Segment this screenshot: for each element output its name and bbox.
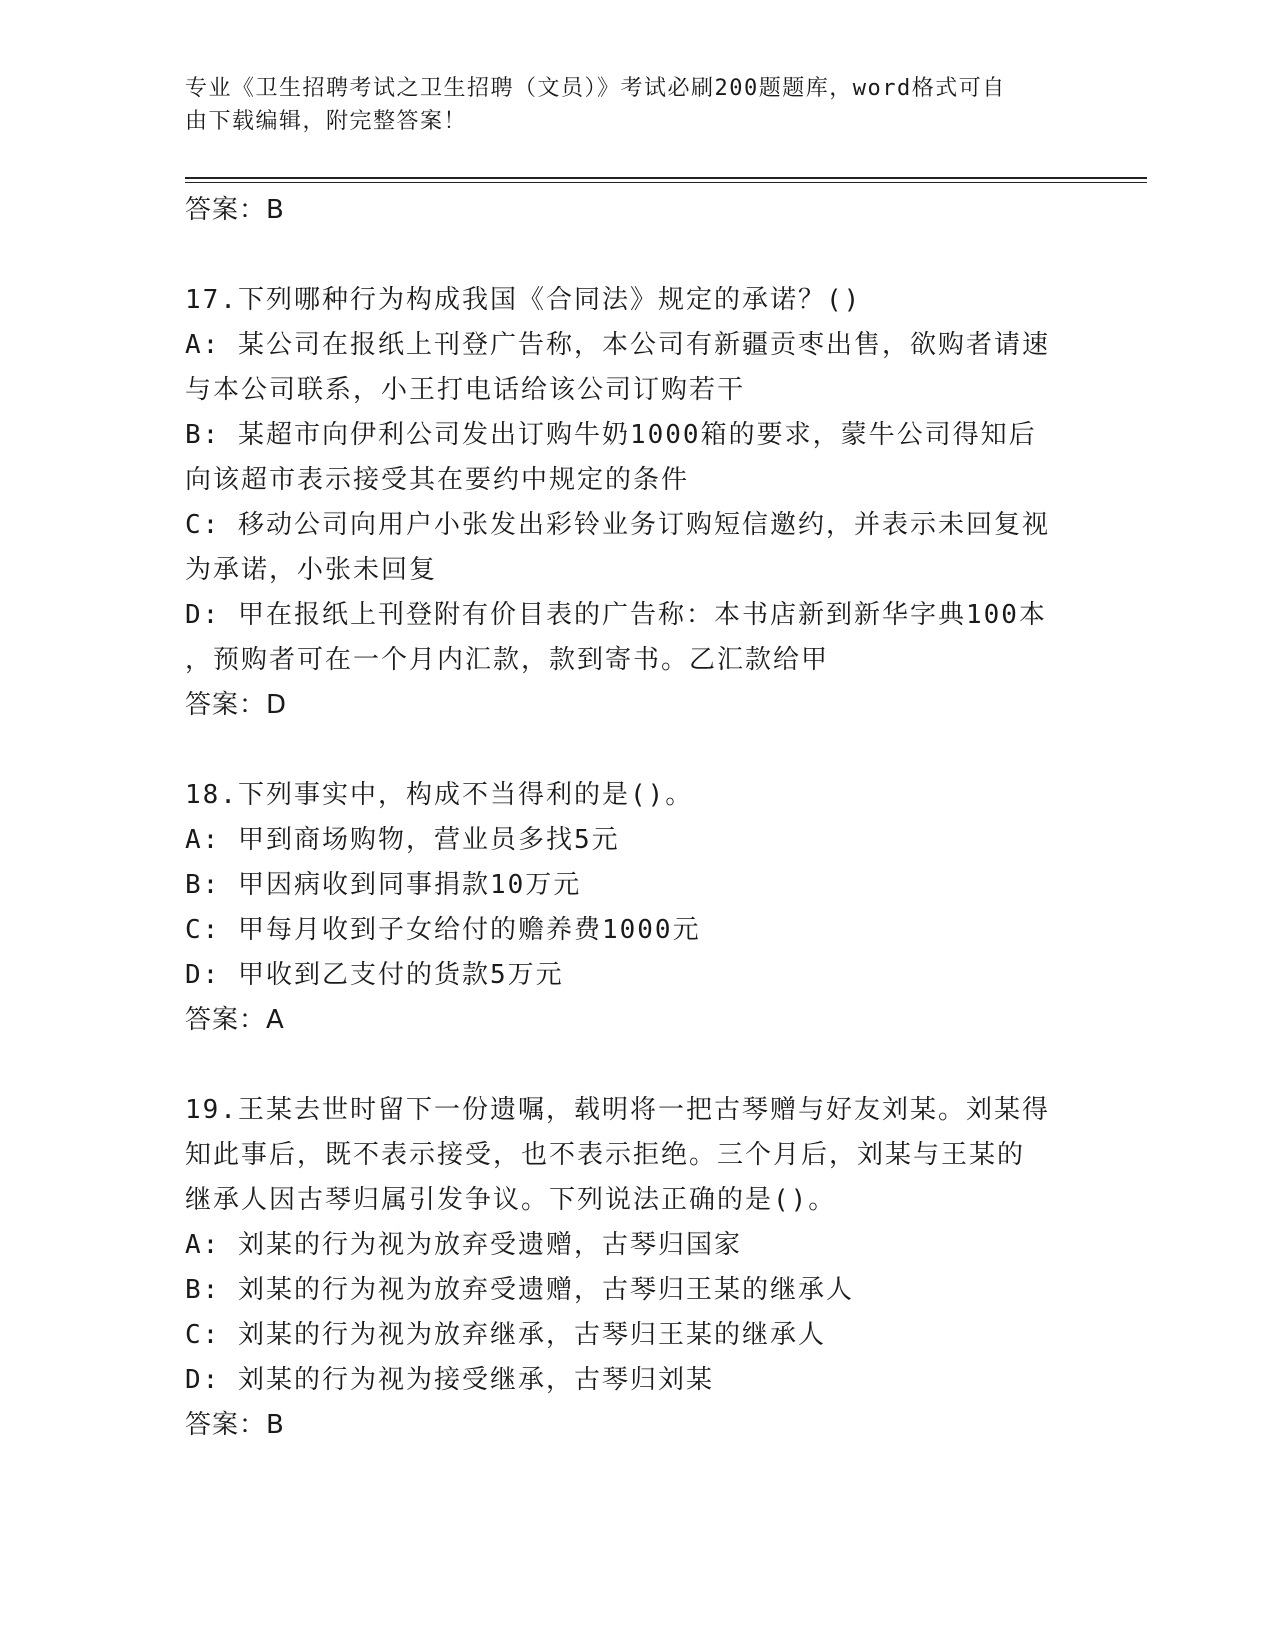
document-header — [185, 72, 1065, 138]
question-stem-continued: 继承人因古琴归属引发争议。下列说法正确的是()。 — [185, 1185, 837, 1215]
option-c: C: 甲每月收到子女给付的赡养费1000元 — [185, 915, 701, 945]
option-b — [185, 413, 1085, 503]
option-text: A: 某公司在报纸上刊登广告称，本公司有新疆贡枣出售，欲购者请速 — [185, 330, 1050, 360]
question-list — [185, 188, 1085, 1448]
previous-answer: 答案：B — [185, 195, 285, 225]
option-a — [185, 323, 1085, 413]
option-text-continued: ，预购者可在一个月内汇款，款到寄书。乙汇款给甲 — [185, 645, 830, 675]
header-line-1: 专业《卫生招聘考试之卫生招聘（文员）》考试必刷200题题库，word格式可自 — [185, 76, 1006, 101]
question-stem: 17.下列哪种行为构成我国《合同法》规定的承诺？() — [185, 285, 862, 315]
option-text: C: 移动公司向用户小张发出彩铃业务订购短信邀约，并表示未回复视 — [185, 510, 1050, 540]
option-text-continued: 向该超市表示接受其在要约中规定的条件 — [185, 465, 690, 495]
option-text-continued: 与本公司联系，小王打电话给该公司订购若干 — [185, 375, 746, 405]
option-b: B: 刘某的行为视为放弃受遗赠，古琴归王某的继承人 — [185, 1275, 854, 1305]
question-19 — [185, 1088, 1085, 1448]
spacer — [185, 728, 1085, 773]
option-c — [185, 503, 1085, 593]
spacer — [185, 1043, 1085, 1088]
header-divider-thick — [185, 177, 1147, 179]
header-line-2: 由下载编辑，附完整答案！ — [185, 109, 468, 134]
header-divider-thin — [185, 182, 1147, 183]
question-17 — [185, 278, 1085, 728]
option-text-continued: 为承诺，小张未回复 — [185, 555, 438, 585]
spacer — [185, 233, 1085, 278]
question-stem: 19.王某去世时留下一份遗嘱，载明将一把古琴赠与好友刘某。刘某得 — [185, 1095, 1050, 1125]
option-d — [185, 593, 1085, 683]
option-d: D: 刘某的行为视为接受继承，古琴归刘某 — [185, 1365, 714, 1395]
option-b: B: 甲因病收到同事捐款10万元 — [185, 870, 582, 900]
question-18 — [185, 773, 1085, 1043]
option-text: B: 某超市向伊利公司发出订购牛奶1000箱的要求，蒙牛公司得知后 — [185, 420, 1037, 450]
question-stem: 18.下列事实中，构成不当得利的是()。 — [185, 780, 694, 810]
option-a: A: 甲到商场购物，营业员多找5元 — [185, 825, 620, 855]
answer-line: 答案：B — [185, 1410, 285, 1440]
question-stem-continued: 知此事后，既不表示接受，也不表示拒绝。三个月后，刘某与王某的 — [185, 1140, 1026, 1170]
option-a: A: 刘某的行为视为放弃受遗赠，古琴归国家 — [185, 1230, 742, 1260]
answer-line: 答案：D — [185, 690, 288, 720]
option-d: D: 甲收到乙支付的货款5万元 — [185, 960, 564, 990]
option-c: C: 刘某的行为视为放弃继承，古琴归王某的继承人 — [185, 1320, 826, 1350]
answer-line: 答案：A — [185, 1005, 285, 1035]
option-text: D: 甲在报纸上刊登附有价目表的广告称：本书店新到新华字典100本 — [185, 600, 1047, 630]
